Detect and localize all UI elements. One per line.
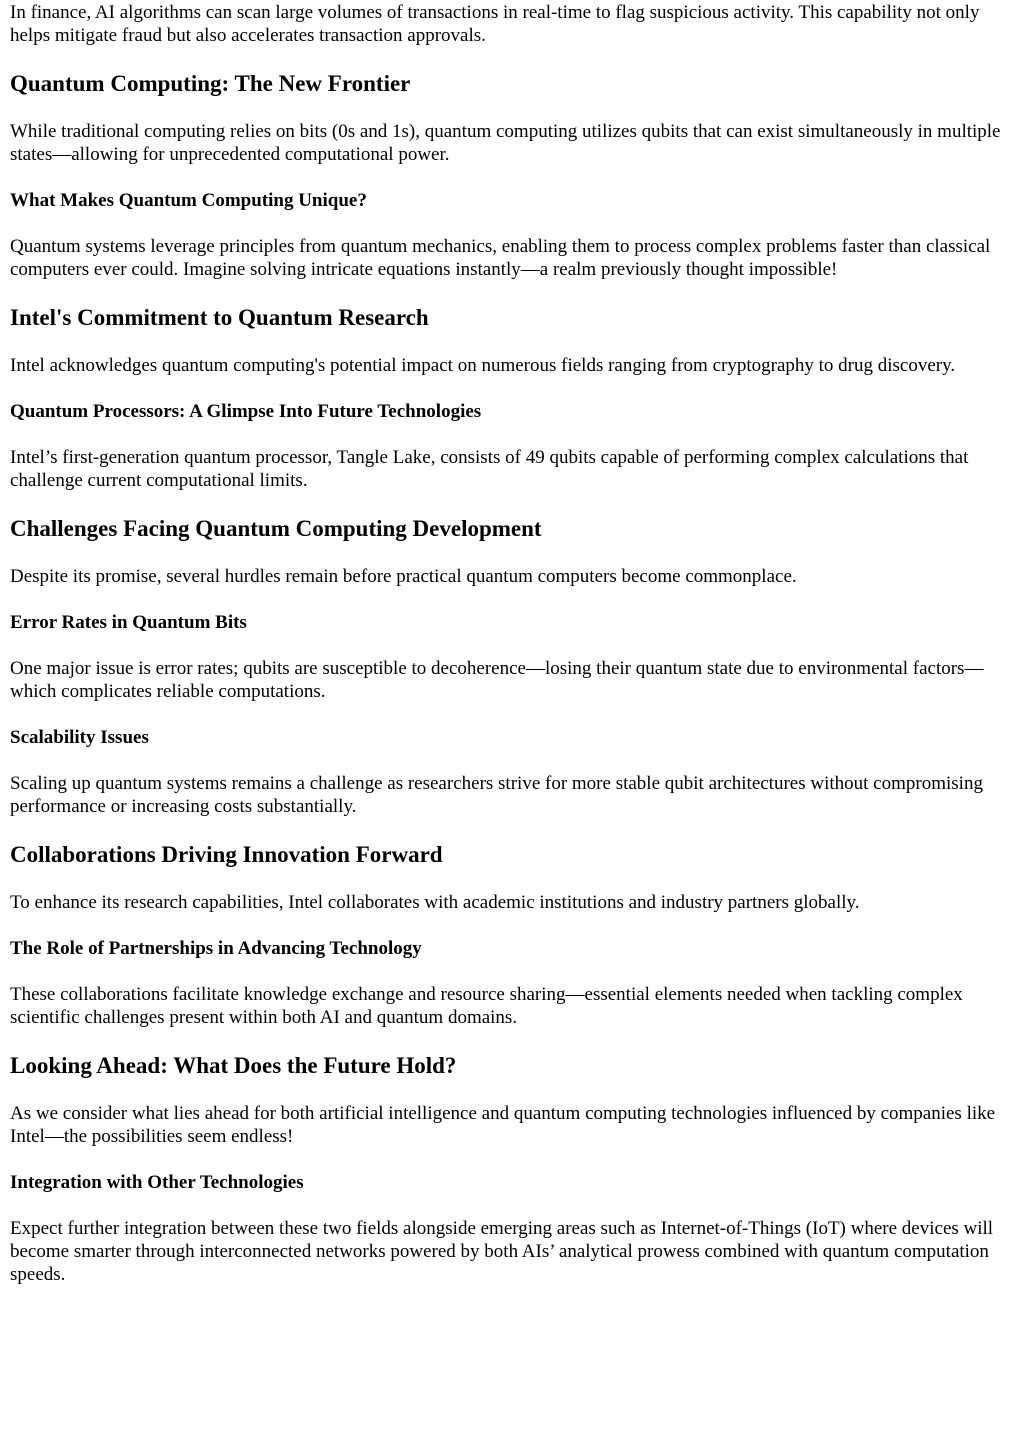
section-heading-quantum-frontier: Quantum Computing: The New Frontier: [10, 71, 411, 96]
article-body: [0, 1, 1024, 1286]
section-heading-intel-commitment: Intel's Commitment to Quantum Research: [10, 305, 429, 330]
paragraph-quantum-processors: Intel’s first-generation quantum processor, Tangle Lake, consists of 49 qubits capable of performing complex calculations that challenge current computational limits.: [10, 447, 969, 491]
paragraph-error-rates: One major issue is error rates; qubits are susceptible to decoherence—losing their quantum state due to environmental factors—which complicates reliable computations.: [10, 658, 984, 702]
section-heading-collaborations: Collaborations Driving Innovation Forward: [10, 842, 443, 867]
subheading-partnerships: The Role of Partnerships in Advancing Technology: [10, 938, 422, 959]
subheading-integration: Integration with Other Technologies: [10, 1172, 304, 1193]
paragraph-scalability: Scaling up quantum systems remains a challenge as researchers strive for more stable qubit architectures without compromising performance or increasing costs substantially.: [10, 773, 983, 817]
section-heading-challenges: Challenges Facing Quantum Computing Development: [10, 516, 542, 541]
intro-paragraph: In finance, AI algorithms can scan large volumes of transactions in real-time to flag suspicious activity. This capability not only helps mitigate fraud but also accelerates transaction approvals.: [10, 2, 980, 46]
section-paragraph-quantum-frontier: While traditional computing relies on bits (0s and 1s), quantum computing utilizes qubits that can exist simultaneously in multiple states—allowing for unprecedented computational power.: [10, 121, 1001, 165]
paragraph-partnerships: These collaborations facilitate knowledge exchange and resource sharing—essential elements needed when tackling complex scientific challenges present within both AI and quantum domains.: [10, 984, 963, 1028]
subheading-error-rates: Error Rates in Quantum Bits: [10, 612, 247, 633]
section-paragraph-collaborations: To enhance its research capabilities, Intel collaborates with academic institutions and industry partners globally.: [10, 892, 860, 913]
subheading-quantum-processors: Quantum Processors: A Glimpse Into Future Technologies: [10, 401, 482, 422]
paragraph-integration: Expect further integration between these two fields alongside emerging areas such as Internet-of-Things (IoT) where devices will become smarter through interconnected networks powered by both AIs’ analytical prowess combined with quantum computation speeds.: [10, 1218, 994, 1285]
section-paragraph-challenges: Despite its promise, several hurdles remain before practical quantum computers become commonplace.: [10, 566, 797, 587]
section-heading-looking-ahead: Looking Ahead: What Does the Future Hold?: [10, 1053, 457, 1078]
section-paragraph-looking-ahead: As we consider what lies ahead for both artificial intelligence and quantum computing technologies influenced by companies like Intel—the possibilities seem endless!: [10, 1103, 996, 1147]
section-paragraph-intel-commitment: Intel acknowledges quantum computing's potential impact on numerous fields ranging from cryptography to drug discovery.: [10, 355, 956, 376]
paragraph-quantum-unique: Quantum systems leverage principles from quantum mechanics, enabling them to process complex problems faster than classical computers ever could. Imagine solving intricate equations instantly—a realm previously thought impossible!: [10, 236, 991, 280]
subheading-quantum-unique: What Makes Quantum Computing Unique?: [10, 190, 367, 211]
subheading-scalability: Scalability Issues: [10, 727, 149, 748]
